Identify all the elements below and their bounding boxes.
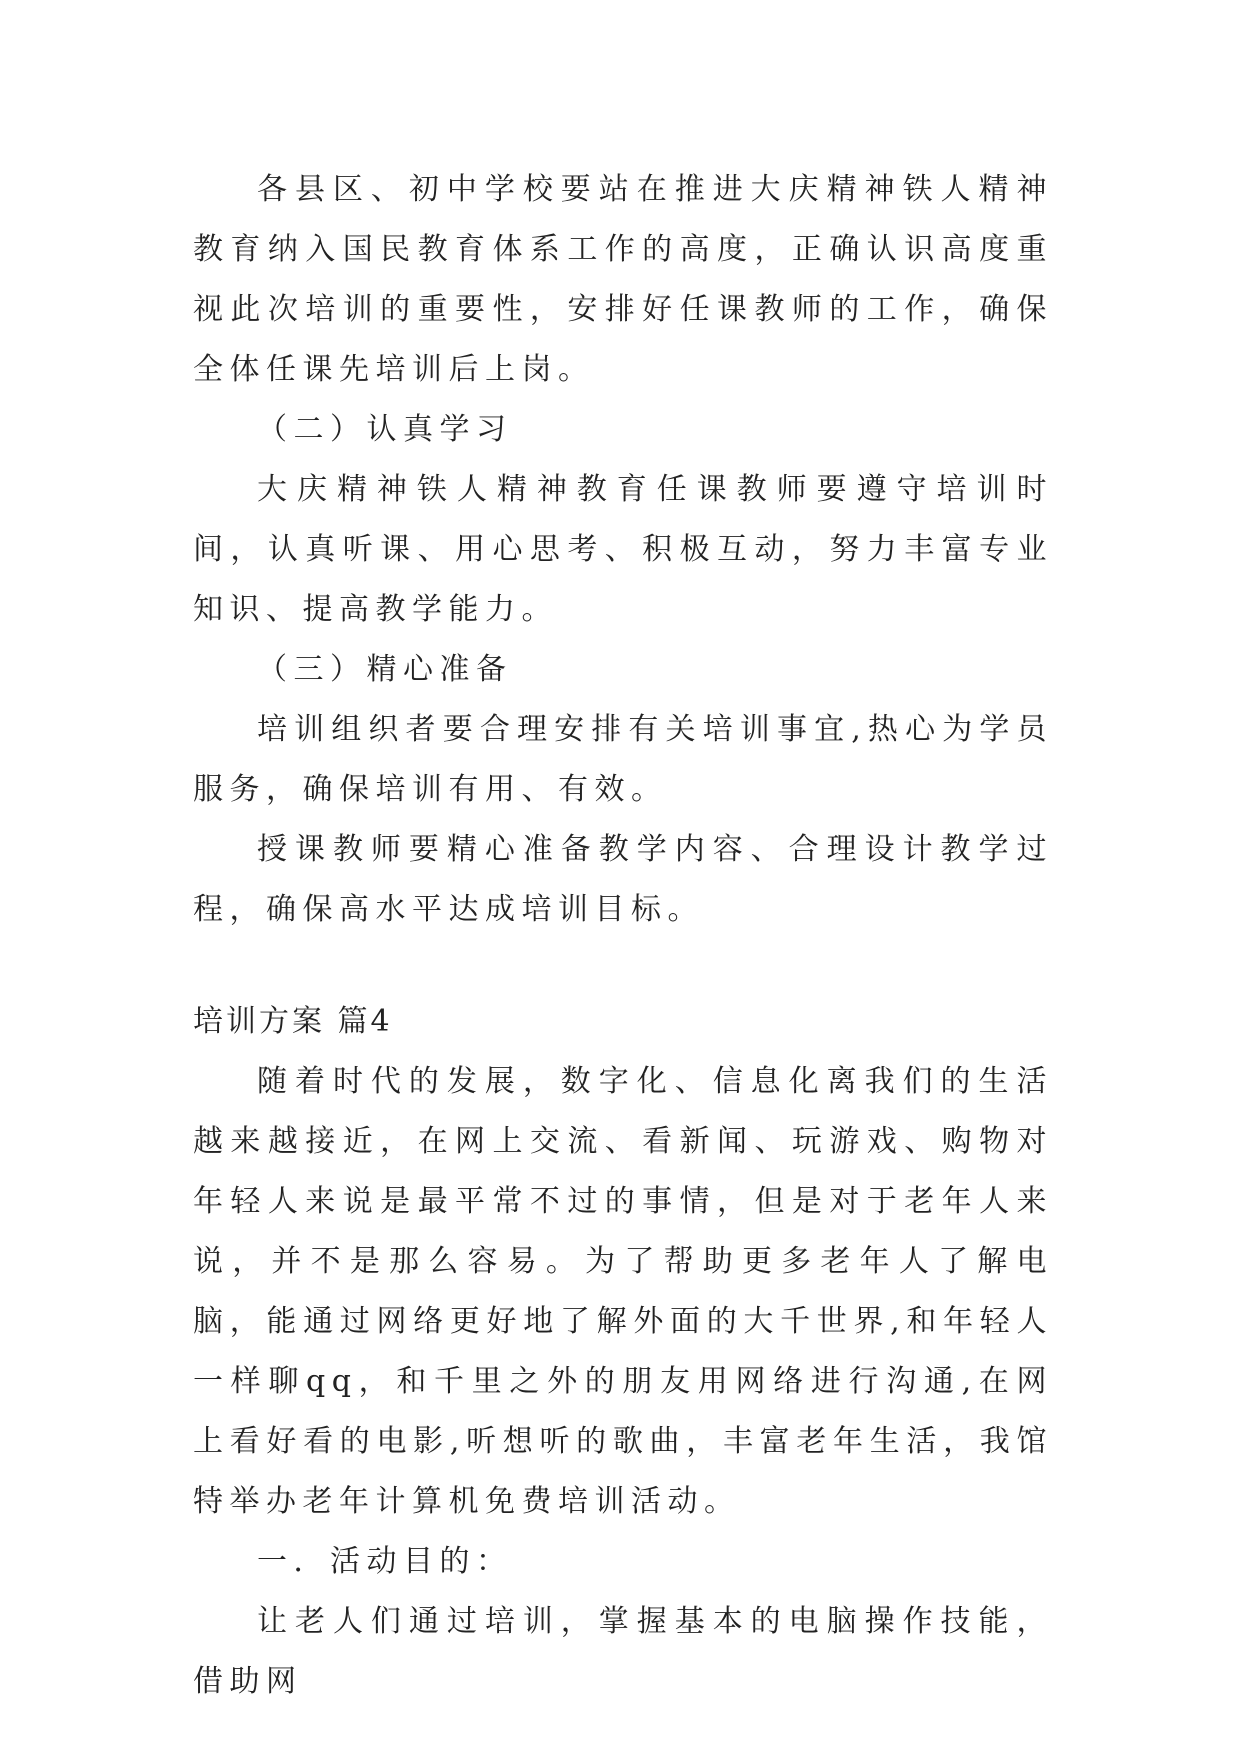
- subheading-study-seriously: （二）认真学习: [257, 412, 513, 447]
- section-spacer: [193, 940, 1053, 992]
- document-page: [193, 160, 1053, 1712]
- subheading-careful-preparation: （三）精心准备: [257, 652, 513, 687]
- paragraph-organizer-duties: 培训组织者要合理安排有关培训事宜,热心为学员服务，确保培训有用、有效。: [193, 712, 1053, 807]
- paragraph-elderly-computer-training: 随着时代的发展，数字化、信息化离我们的生活越来越接近，在网上交流、看新闻、玩游戏、购物对年轻人来说是最平常不过的事情，但是对于老年人来说，并不是那么容易。为了帮助更多老年人了解电脑，能通过网络更好地了解外面的大千世界,和年轻人一样聊qq，和千里之外的朋友用网络进行沟通,在网上看好看的电影,听想听的歌曲，丰富老年生活，我馆特举办老年计算机免费培训活动。: [193, 1064, 1053, 1519]
- section-title: 培训方案 篇4: [193, 1004, 393, 1039]
- paragraph-training-importance: 各县区、初中学校要站在推进大庆精神铁人精神教育纳入国民教育体系工作的高度，正确认识高度重视此次培训的重要性，安排好任课教师的工作，确保全体任课先培训后上岗。: [193, 172, 1053, 387]
- paragraph-activity-goal: 让老人们通过培训，掌握基本的电脑操作技能，借助网: [193, 1604, 1053, 1699]
- paragraph-teacher-requirements: 大庆精神铁人精神教育任课教师要遵守培训时间，认真听课、用心思考、积极互动，努力丰富专业知识、提高教学能力。: [193, 472, 1053, 627]
- paragraph-instructor-duties: 授课教师要精心准备教学内容、合理设计教学过程，确保高水平达成培训目标。: [193, 832, 1053, 927]
- subheading-activity-goal: 一．活动目的：: [257, 1544, 513, 1579]
